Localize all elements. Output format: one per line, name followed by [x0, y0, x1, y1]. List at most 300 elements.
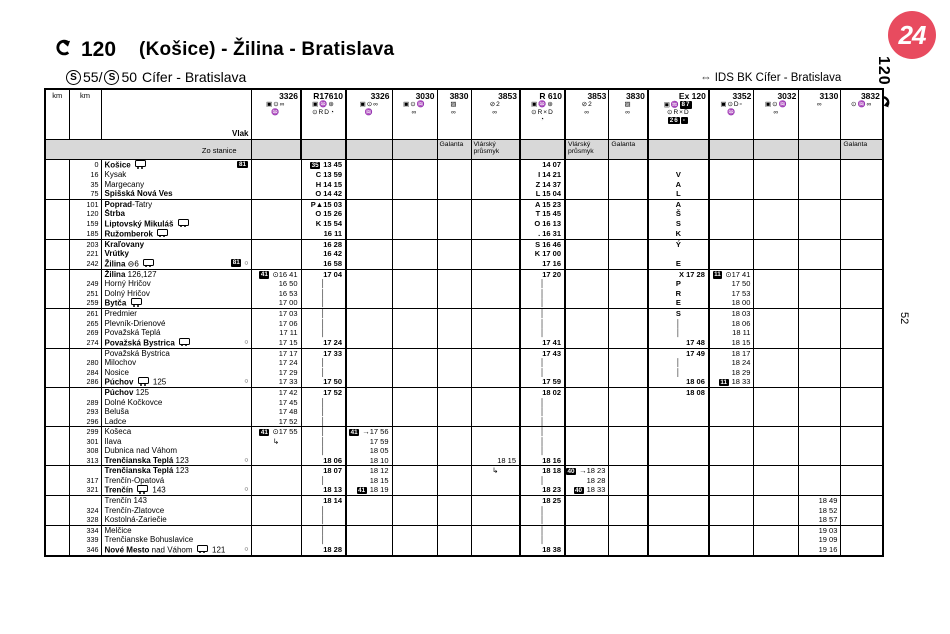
time-cell [346, 417, 392, 427]
time-cell [392, 496, 437, 506]
time-cell: 18 03 [709, 309, 754, 319]
station-note [227, 170, 251, 180]
time-cell [609, 525, 648, 535]
station-name: Plevník-Drienové [101, 319, 227, 329]
time-cell [709, 160, 754, 171]
time-cell [392, 229, 437, 240]
time-cell: 16 28 [301, 239, 346, 249]
time-cell: X 17 28 [648, 269, 709, 279]
time-cell [754, 485, 799, 496]
time-cell: 18 18 [520, 466, 565, 476]
time-cell [754, 259, 799, 270]
time-cell [437, 485, 471, 496]
station-name: Ružomberok [101, 229, 227, 240]
table-row [45, 535, 883, 545]
time-cell [346, 180, 392, 190]
time-cell [648, 446, 709, 456]
time-cell [799, 219, 841, 229]
km-back-value [45, 328, 69, 338]
time-cell [799, 259, 841, 270]
table-row [45, 199, 883, 209]
time-cell [565, 398, 609, 408]
bus-icon [137, 485, 148, 492]
time-cell [754, 160, 799, 171]
km-back-value [45, 466, 69, 476]
time-cell [609, 358, 648, 368]
time-cell: 18 28 [565, 476, 609, 486]
time-cell [251, 535, 301, 545]
time-cell: │ [520, 437, 565, 447]
time-cell [799, 437, 841, 447]
time-cell [565, 358, 609, 368]
time-cell: A 15 23 [520, 199, 565, 209]
time-cell [346, 199, 392, 209]
time-cell [609, 239, 648, 249]
time-cell [841, 427, 883, 437]
station-name: Ladce [101, 417, 227, 427]
time-cell [437, 170, 471, 180]
time-cell [799, 269, 841, 279]
km-value: 259 [69, 298, 101, 309]
time-cell: Z 14 37 [520, 180, 565, 190]
table-row [45, 358, 883, 368]
station-name: Beluša [101, 407, 227, 417]
time-cell [841, 535, 883, 545]
time-cell [609, 545, 648, 556]
bus-icon [157, 229, 168, 236]
time-cell: │ [520, 368, 565, 378]
time-cell [709, 259, 754, 270]
time-cell [609, 328, 648, 338]
km-value: 159 [69, 219, 101, 229]
bus-icon [135, 160, 146, 167]
time-cell: 17 03 [251, 309, 301, 319]
time-cell [392, 427, 437, 437]
time-cell [437, 279, 471, 289]
time-cell [346, 377, 392, 388]
time-cell [709, 525, 754, 535]
train-service-icons: ▣⊙∞ [266, 101, 286, 108]
time-cell [565, 249, 609, 259]
time-cell [799, 229, 841, 240]
time-cell [471, 199, 520, 209]
route-title: (Košice) - Žilina - Bratislava [139, 39, 395, 60]
table-row [45, 180, 883, 190]
time-cell [841, 348, 883, 358]
time-cell [799, 348, 841, 358]
time-cell [841, 319, 883, 329]
time-cell [471, 298, 520, 309]
train-number: 3130 [819, 91, 839, 101]
time-cell [392, 358, 437, 368]
time-cell [609, 338, 648, 349]
time-cell [565, 437, 609, 447]
time-cell [251, 515, 301, 525]
from-station [392, 140, 437, 160]
time-cell [565, 515, 609, 525]
time-cell [565, 189, 609, 199]
time-cell [251, 160, 301, 171]
timetable-header [45, 89, 883, 160]
train-service-icons: ∞ [411, 108, 418, 116]
km-value: 308 [69, 446, 101, 456]
train-column-3130 [799, 89, 841, 140]
km-value: 313 [69, 456, 101, 466]
time-cell: │ [301, 358, 346, 368]
time-cell [392, 368, 437, 378]
time-cell: 41 18 19 [346, 485, 392, 496]
train-service-icons [649, 117, 708, 125]
time-cell: │ [301, 319, 346, 329]
time-cell [754, 437, 799, 447]
time-cell [471, 338, 520, 349]
time-cell [754, 338, 799, 349]
time-cell: │ [301, 309, 346, 319]
time-cell [754, 269, 799, 279]
time-cell: │ [301, 525, 346, 535]
time-cell [609, 289, 648, 299]
footnote-box: 81 [232, 259, 240, 267]
time-cell [609, 368, 648, 378]
train-number: 3352 [732, 91, 752, 101]
time-cell [609, 209, 648, 219]
time-cell: 17 50 [709, 279, 754, 289]
time-cell [392, 298, 437, 309]
km-value: 324 [69, 506, 101, 516]
time-cell [437, 289, 471, 299]
time-cell: 35 13 45 [301, 160, 346, 171]
from-station: Galanta [437, 140, 471, 160]
km-value: 293 [69, 407, 101, 417]
time-cell: │ [520, 427, 565, 437]
time-cell [609, 377, 648, 388]
station-note [227, 446, 251, 456]
km-back-value [45, 170, 69, 180]
km-value: 321 [69, 485, 101, 496]
km-value: 274 [69, 338, 101, 349]
station-note [227, 328, 251, 338]
train-service-icons: ▨ [450, 101, 458, 108]
time-cell: 18 24 [709, 358, 754, 368]
time-cell: 18 25 [520, 496, 565, 506]
time-cell [437, 180, 471, 190]
time-cell [709, 417, 754, 427]
train-number: 3832 [860, 91, 880, 101]
km-value: 203 [69, 239, 101, 249]
train-service-icons: ⊙R×D [531, 108, 554, 116]
time-cell [565, 348, 609, 358]
train-service-icons: ⊙R×D [667, 109, 690, 116]
train-service-icons: ♒ [727, 108, 737, 116]
time-cell: 17 43 [520, 348, 565, 358]
bus-icon [138, 377, 149, 384]
time-cell [392, 417, 437, 427]
time-cell: 16 50 [251, 279, 301, 289]
time-cell [392, 209, 437, 219]
double-arrow-icon: ⇔ [700, 72, 712, 84]
time-cell [471, 209, 520, 219]
time-cell [471, 437, 520, 447]
time-cell [437, 407, 471, 417]
station-name: Liptovský Mikuláš [101, 219, 227, 229]
time-cell [609, 476, 648, 486]
time-cell: 17 53 [709, 289, 754, 299]
time-cell: │ [520, 407, 565, 417]
footnote-box: 87 [681, 101, 691, 108]
table-row [45, 427, 883, 437]
from-station [709, 140, 754, 160]
time-cell: P [648, 279, 709, 289]
time-cell [437, 446, 471, 456]
time-cell: 16 53 [251, 289, 301, 299]
time-cell [471, 328, 520, 338]
table-row [45, 515, 883, 525]
from-station-row [45, 140, 883, 160]
station-name: Milochov [101, 358, 227, 368]
station-name: Vrútky [101, 249, 227, 259]
station-name: Trenčianska Teplá 123 [101, 456, 227, 466]
station-name: Ilava [101, 437, 227, 447]
station-note [227, 407, 251, 417]
time-cell [754, 249, 799, 259]
table-row [45, 525, 883, 535]
time-cell [471, 239, 520, 249]
time-cell [754, 446, 799, 456]
time-cell: 14 07 [520, 160, 565, 171]
train-service-icons: ⊙RD◔ [312, 108, 335, 116]
time-cell [709, 515, 754, 525]
time-cell [565, 368, 609, 378]
time-cell [648, 496, 709, 506]
time-cell [437, 298, 471, 309]
time-cell [841, 515, 883, 525]
time-cell: 11 ⊙17 41 [709, 269, 754, 279]
time-cell [437, 515, 471, 525]
time-cell [471, 417, 520, 427]
time-cell [437, 319, 471, 329]
train-service-icons: ∞ [817, 101, 823, 108]
time-cell [346, 319, 392, 329]
time-cell [841, 476, 883, 486]
time-cell [709, 427, 754, 437]
km-back-value [45, 189, 69, 199]
km-back-value [45, 319, 69, 329]
time-cell [471, 476, 520, 486]
footnote-box: 40 [575, 486, 583, 494]
station-name: Kostolná-Zariečie [101, 515, 227, 525]
station-note [227, 289, 251, 299]
time-cell: 18 52 [799, 506, 841, 516]
time-cell [437, 476, 471, 486]
time-cell [471, 319, 520, 329]
time-cell: 17 45 [251, 398, 301, 408]
time-cell [392, 466, 437, 476]
time-cell [437, 496, 471, 506]
time-cell [392, 269, 437, 279]
time-cell: K 15 54 [301, 219, 346, 229]
bus-icon [143, 259, 154, 266]
table-row [45, 219, 883, 229]
km-value: 101 [69, 199, 101, 209]
time-cell [392, 199, 437, 209]
from-station [251, 140, 301, 160]
time-cell [471, 506, 520, 516]
footnote-box: 81 [238, 160, 246, 168]
time-cell: │ [301, 476, 346, 486]
time-cell [799, 377, 841, 388]
time-cell: 17 49 [648, 348, 709, 358]
station-note [227, 466, 251, 476]
time-cell [709, 170, 754, 180]
time-cell [648, 427, 709, 437]
time-cell: . 16 31 [520, 229, 565, 240]
time-cell [392, 338, 437, 349]
suburban-note [66, 69, 246, 85]
time-cell [565, 279, 609, 289]
time-cell [609, 229, 648, 240]
station-name: Považská Bystrica [101, 338, 227, 349]
timetable [44, 88, 884, 557]
time-cell [841, 368, 883, 378]
time-cell [709, 180, 754, 190]
bus-icon [131, 298, 142, 305]
km-back-value [45, 249, 69, 259]
time-cell [251, 525, 301, 535]
km-back-value [45, 525, 69, 535]
from-station [301, 140, 346, 160]
time-cell [251, 496, 301, 506]
time-cell [392, 328, 437, 338]
from-station [648, 140, 709, 160]
time-cell [471, 229, 520, 240]
station-name: Trenčín-Zlatovce [101, 506, 227, 516]
time-cell [841, 259, 883, 270]
footnote-box: 11 [714, 271, 721, 278]
station-note [227, 437, 251, 447]
time-cell [392, 189, 437, 199]
time-cell [609, 407, 648, 417]
time-cell: Ý [648, 239, 709, 249]
train-column-R17610 [301, 89, 346, 140]
time-cell [609, 219, 648, 229]
time-cell [754, 466, 799, 476]
time-cell [565, 338, 609, 349]
time-cell [754, 456, 799, 466]
km-back-value [45, 398, 69, 408]
km-header: km [45, 89, 69, 140]
time-cell: │ [301, 407, 346, 417]
time-cell: │ [520, 446, 565, 456]
time-cell [841, 298, 883, 309]
time-cell [392, 279, 437, 289]
train-column-3830 [437, 89, 471, 140]
time-cell [754, 298, 799, 309]
time-cell [251, 506, 301, 516]
time-cell [609, 259, 648, 270]
train-service-icons: ∞ [492, 108, 499, 116]
table-row [45, 437, 883, 447]
km-value: 339 [69, 535, 101, 545]
time-cell: │ [648, 319, 709, 329]
time-cell: 18 00 [709, 298, 754, 309]
time-cell [346, 328, 392, 338]
time-cell [471, 368, 520, 378]
time-cell: 18 16 [520, 456, 565, 466]
km-value: 296 [69, 417, 101, 427]
station-note [227, 249, 251, 259]
time-cell [709, 229, 754, 240]
time-cell [709, 545, 754, 556]
time-cell [609, 180, 648, 190]
from-station [754, 140, 799, 160]
time-cell: 18 17 [709, 348, 754, 358]
time-cell [799, 358, 841, 368]
time-cell [709, 506, 754, 516]
suburban-num-1: 55/ [83, 69, 103, 85]
time-cell: 41 ⊙16 41 [251, 269, 301, 279]
time-cell [754, 506, 799, 516]
time-cell [471, 160, 520, 171]
time-cell: │ [301, 506, 346, 516]
time-cell [346, 160, 392, 171]
time-cell [754, 545, 799, 556]
time-cell [754, 319, 799, 329]
time-cell [437, 249, 471, 259]
table-row [45, 259, 883, 270]
time-cell [841, 338, 883, 349]
time-cell [471, 515, 520, 525]
time-cell [251, 189, 301, 199]
train-column-3030 [392, 89, 437, 140]
time-cell [565, 328, 609, 338]
train-service-icons: ∞ [451, 108, 457, 116]
station-note [227, 506, 251, 516]
time-cell [471, 180, 520, 190]
time-cell [841, 309, 883, 319]
table-row [45, 229, 883, 240]
table-row [45, 348, 883, 358]
time-cell [648, 249, 709, 259]
time-cell [437, 199, 471, 209]
time-cell: 17 48 [648, 338, 709, 349]
time-cell [799, 407, 841, 417]
time-cell [709, 437, 754, 447]
time-cell [392, 398, 437, 408]
table-row [45, 269, 883, 279]
s-circle-icon: S [66, 70, 81, 85]
km-back-value [45, 338, 69, 349]
time-cell [346, 407, 392, 417]
time-cell: │ [301, 368, 346, 378]
time-cell [471, 348, 520, 358]
time-cell [471, 358, 520, 368]
time-cell: │ [520, 476, 565, 486]
time-cell [648, 515, 709, 525]
station-note [227, 535, 251, 545]
station-name: Horný Hričov [101, 279, 227, 289]
time-cell [841, 446, 883, 456]
time-cell [346, 249, 392, 259]
table-row [45, 485, 883, 496]
station-name: Trenčianske Bohuslavice [101, 535, 227, 545]
time-cell: │ [301, 437, 346, 447]
time-cell [346, 348, 392, 358]
time-cell [841, 545, 883, 556]
time-cell: 41 ⊙17 55 [251, 427, 301, 437]
footnote-box: 41 [358, 486, 366, 494]
time-cell: 16 58 [301, 259, 346, 270]
time-cell [346, 269, 392, 279]
